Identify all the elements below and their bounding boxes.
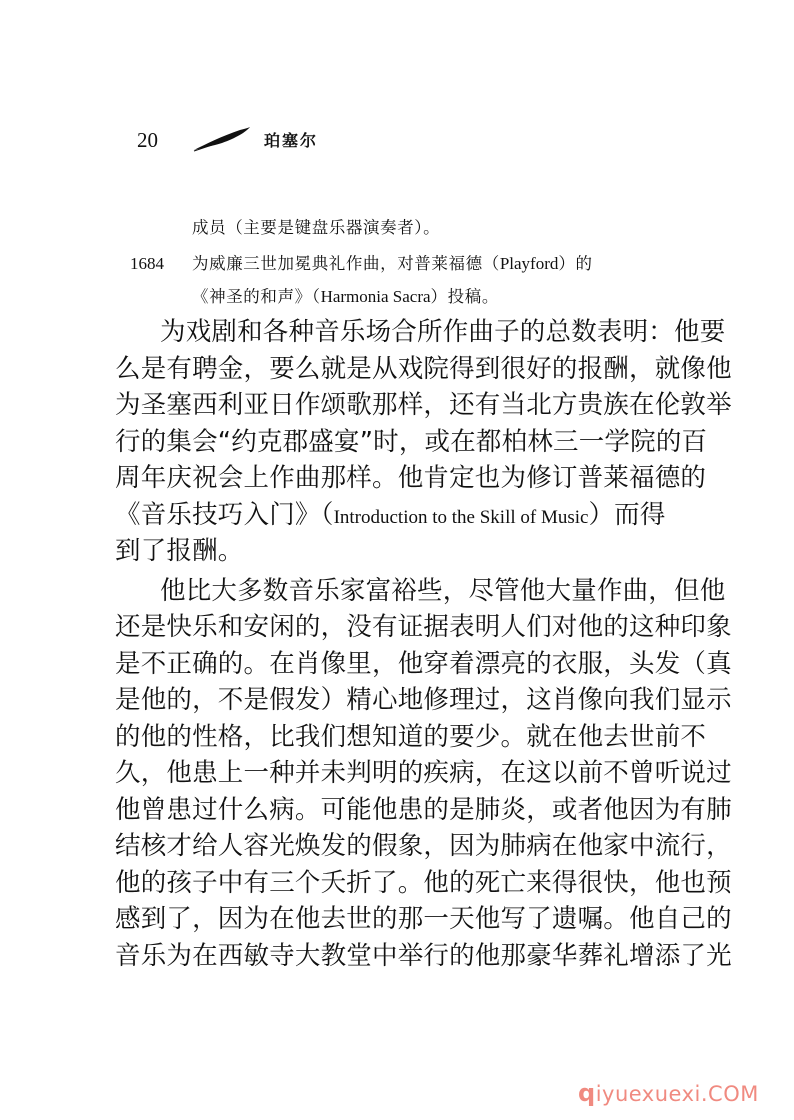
text-segment: 《神圣的和声》（ [192,287,321,306]
quill-feather-icon [192,124,254,154]
text-line: 是不正确的。在肖像里，他穿着漂亮的衣服，头发（真 [115,649,732,679]
latin-term: Harmonia Sacra [320,287,431,306]
watermark-text: iyuexuexi.COM [595,1082,759,1106]
text-line: 音乐为在西敏寺大教堂中举行的他那豪华葬礼增添了光 [115,941,732,971]
latin-term: Introduction to the Skill of Music [333,507,589,528]
text-segment: 《音乐技巧入门》（ [115,500,334,530]
text-line: 么是有聘金，要么就是从戏院得到很好的报酬，就像他 [115,354,732,384]
text-line: 为戏剧和各种音乐场合所作曲子的总数表明：他要 [160,317,726,347]
chronology-text [192,254,593,274]
chronology-text: 成员（主要是键盘乐器演奏者）。 [192,218,441,237]
latin-term: Playford [499,254,559,273]
text-line: 他的孩子中有三个夭折了。他的死亡来得很快，他也预 [115,868,732,898]
text-line: 的他的性格，比我们想知道的要少。就在他去世前不 [115,722,707,752]
text-line: 他曾患过什么病。可能他患的是肺炎，或者他因为有肺 [115,795,732,825]
text-segment: ）的 [558,254,593,273]
text-line: 久，他患上一种并未判明的疾病，在这以前不曾听说过 [115,758,732,788]
page-header [137,122,437,158]
chronology-text [192,287,499,307]
text-segment: ）而得 [588,500,666,530]
text-line: 周年庆祝会上作曲那样。他肯定也为修订普莱福德的 [115,463,707,493]
page-number: 20 [137,128,158,152]
text-segment: ）投稿。 [430,287,499,306]
text-line: 到了报酬。 [115,536,244,566]
text-line: 为圣塞西利亚日作颂歌那样，还有当北方贵族在伦敦举 [115,390,732,420]
text-line: 感到了，因为在他去世的那一天他写了遗嘱。他自己的 [115,904,732,934]
chronology-year: 1684 [130,254,164,273]
text-segment: 为威廉三世加冕典礼作曲，对普莱福德（ [192,254,500,273]
text-line [115,500,666,530]
text-line: 结核才给人容光焕发的假象，因为肺病在他家中流行， [115,831,732,861]
text-line: 他比大多数音乐家富裕些，尽管他大量作曲，但他 [160,576,726,606]
watermark-logo-letter: q [578,1079,596,1107]
running-title: 珀塞尔 [264,131,319,150]
text-line: 是他的，不是假发）精心地修理过，这肖像向我们显示 [115,685,732,715]
watermark [578,1079,759,1107]
text-line: 行的集会“约克郡盛宴”时，或在都柏林三一学院的百 [115,427,708,457]
text-line: 还是快乐和安闲的，没有证据表明人们对他的这种印象 [115,612,732,642]
